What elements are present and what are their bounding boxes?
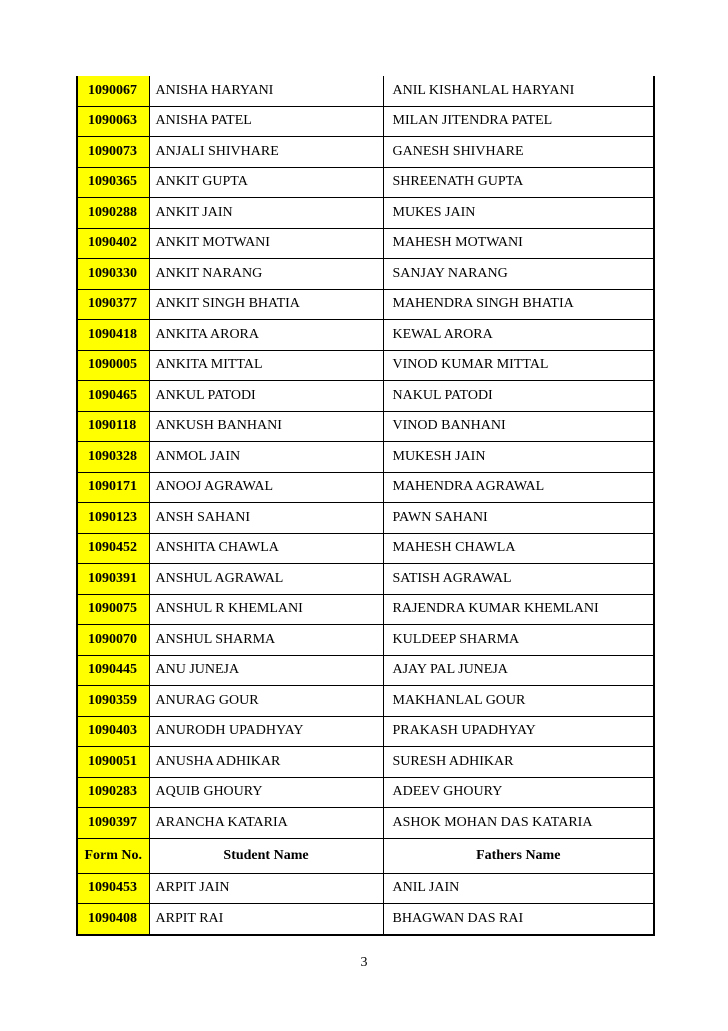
father-name-cell: MILAN JITENDRA PATEL <box>383 106 654 137</box>
father-name-cell: SATISH AGRAWAL <box>383 564 654 595</box>
header-fathers-name: Fathers Name <box>383 838 654 873</box>
table-row <box>77 747 654 778</box>
form-number-cell: 1090391 <box>77 564 149 595</box>
form-number-cell: 1090005 <box>77 350 149 381</box>
form-number-cell: 1090397 <box>77 808 149 839</box>
father-name-cell: KEWAL ARORA <box>383 320 654 351</box>
father-name-cell: ADEEV GHOURY <box>383 777 654 808</box>
father-name-cell: PAWN SAHANI <box>383 503 654 534</box>
table-row <box>77 289 654 320</box>
student-name-cell: ANURODH UPADHYAY <box>149 716 383 747</box>
table-row <box>77 259 654 290</box>
student-name-cell: ANKITA MITTAL <box>149 350 383 381</box>
father-name-cell: GANESH SHIVHARE <box>383 137 654 168</box>
student-name-cell: ANMOL JAIN <box>149 442 383 473</box>
table-body <box>77 76 654 935</box>
student-name-cell: AQUIB GHOURY <box>149 777 383 808</box>
father-name-cell: KULDEEP SHARMA <box>383 625 654 656</box>
father-name-cell: ASHOK MOHAN DAS KATARIA <box>383 808 654 839</box>
student-name-cell: ARPIT RAI <box>149 904 383 935</box>
father-name-cell: MUKES JAIN <box>383 198 654 229</box>
father-name-cell: MAHENDRA AGRAWAL <box>383 472 654 503</box>
student-name-cell: ANSH SAHANI <box>149 503 383 534</box>
table-row <box>77 442 654 473</box>
form-number-cell: 1090330 <box>77 259 149 290</box>
student-name-cell: ANSHUL R KHEMLANI <box>149 594 383 625</box>
header-student-name: Student Name <box>149 838 383 873</box>
student-name-cell: ANKIT NARANG <box>149 259 383 290</box>
student-name-cell: ANUSHA ADHIKAR <box>149 747 383 778</box>
father-name-cell: BHAGWAN DAS RAI <box>383 904 654 935</box>
student-name-cell: ANURAG GOUR <box>149 686 383 717</box>
table-row <box>77 411 654 442</box>
student-name-cell: ANU JUNEJA <box>149 655 383 686</box>
table-row <box>77 503 654 534</box>
table-row <box>77 873 654 904</box>
father-name-cell: MAHESH MOTWANI <box>383 228 654 259</box>
form-number-cell: 1090365 <box>77 167 149 198</box>
form-number-cell: 1090465 <box>77 381 149 412</box>
table-row <box>77 686 654 717</box>
father-name-cell: ANIL JAIN <box>383 873 654 904</box>
student-name-cell: ANSHUL SHARMA <box>149 625 383 656</box>
form-number-cell: 1090288 <box>77 198 149 229</box>
student-name-cell: ANKUSH BANHANI <box>149 411 383 442</box>
student-name-cell: ARANCHA KATARIA <box>149 808 383 839</box>
father-name-cell: PRAKASH UPADHYAY <box>383 716 654 747</box>
student-name-cell: ANKIT MOTWANI <box>149 228 383 259</box>
student-name-cell: ANOOJ AGRAWAL <box>149 472 383 503</box>
father-name-cell: AJAY PAL JUNEJA <box>383 655 654 686</box>
table-row <box>77 564 654 595</box>
form-number-cell: 1090418 <box>77 320 149 351</box>
father-name-cell: ANIL KISHANLAL HARYANI <box>383 76 654 106</box>
student-name-cell: ARPIT JAIN <box>149 873 383 904</box>
table-row <box>77 106 654 137</box>
table-row <box>77 716 654 747</box>
table-row <box>77 625 654 656</box>
table-row <box>77 381 654 412</box>
father-name-cell: MAKHANLAL GOUR <box>383 686 654 717</box>
form-number-cell: 1090070 <box>77 625 149 656</box>
student-name-cell: ANKIT SINGH BHATIA <box>149 289 383 320</box>
table-row <box>77 167 654 198</box>
father-name-cell: MAHENDRA SINGH BHATIA <box>383 289 654 320</box>
table-row <box>77 198 654 229</box>
father-name-cell: MAHESH CHAWLA <box>383 533 654 564</box>
student-name-cell: ANKIT JAIN <box>149 198 383 229</box>
table-row <box>77 320 654 351</box>
table-row <box>77 137 654 168</box>
student-name-cell: ANKIT GUPTA <box>149 167 383 198</box>
form-number-cell: 1090403 <box>77 716 149 747</box>
form-number-cell: 1090408 <box>77 904 149 935</box>
form-number-cell: 1090328 <box>77 442 149 473</box>
page-number: 3 <box>360 955 368 970</box>
form-number-cell: 1090377 <box>77 289 149 320</box>
form-number-cell: 1090452 <box>77 533 149 564</box>
table-row <box>77 655 654 686</box>
table-row <box>77 228 654 259</box>
student-name-cell: ANISHA PATEL <box>149 106 383 137</box>
table-row <box>77 350 654 381</box>
table-row <box>77 76 654 106</box>
table-row <box>77 777 654 808</box>
student-name-cell: ANSHUL AGRAWAL <box>149 564 383 595</box>
form-number-cell: 1090445 <box>77 655 149 686</box>
student-name-cell: ANKUL PATODI <box>149 381 383 412</box>
form-number-cell: 1090359 <box>77 686 149 717</box>
form-number-cell: 1090051 <box>77 747 149 778</box>
father-name-cell: MUKESH JAIN <box>383 442 654 473</box>
form-number-cell: 1090123 <box>77 503 149 534</box>
father-name-cell: RAJENDRA KUMAR KHEMLANI <box>383 594 654 625</box>
student-name-cell: ANKITA ARORA <box>149 320 383 351</box>
table-row <box>77 904 654 935</box>
form-number-cell: 1090073 <box>77 137 149 168</box>
father-name-cell: SURESH ADHIKAR <box>383 747 654 778</box>
student-list-table <box>76 76 655 936</box>
father-name-cell: VINOD KUMAR MITTAL <box>383 350 654 381</box>
table-header-row <box>77 838 654 873</box>
father-name-cell: SHREENATH GUPTA <box>383 167 654 198</box>
form-number-cell: 1090063 <box>77 106 149 137</box>
form-number-cell: 1090067 <box>77 76 149 106</box>
table-row <box>77 594 654 625</box>
father-name-cell: NAKUL PATODI <box>383 381 654 412</box>
form-number-cell: 1090283 <box>77 777 149 808</box>
student-name-cell: ANSHITA CHAWLA <box>149 533 383 564</box>
table-row <box>77 533 654 564</box>
form-number-cell: 1090118 <box>77 411 149 442</box>
form-number-cell: 1090453 <box>77 873 149 904</box>
table-row <box>77 472 654 503</box>
student-name-cell: ANJALI SHIVHARE <box>149 137 383 168</box>
student-name-cell: ANISHA HARYANI <box>149 76 383 106</box>
father-name-cell: SANJAY NARANG <box>383 259 654 290</box>
header-form-no: Form No. <box>77 838 149 873</box>
father-name-cell: VINOD BANHANI <box>383 411 654 442</box>
form-number-cell: 1090402 <box>77 228 149 259</box>
form-number-cell: 1090075 <box>77 594 149 625</box>
table-row <box>77 808 654 839</box>
form-number-cell: 1090171 <box>77 472 149 503</box>
